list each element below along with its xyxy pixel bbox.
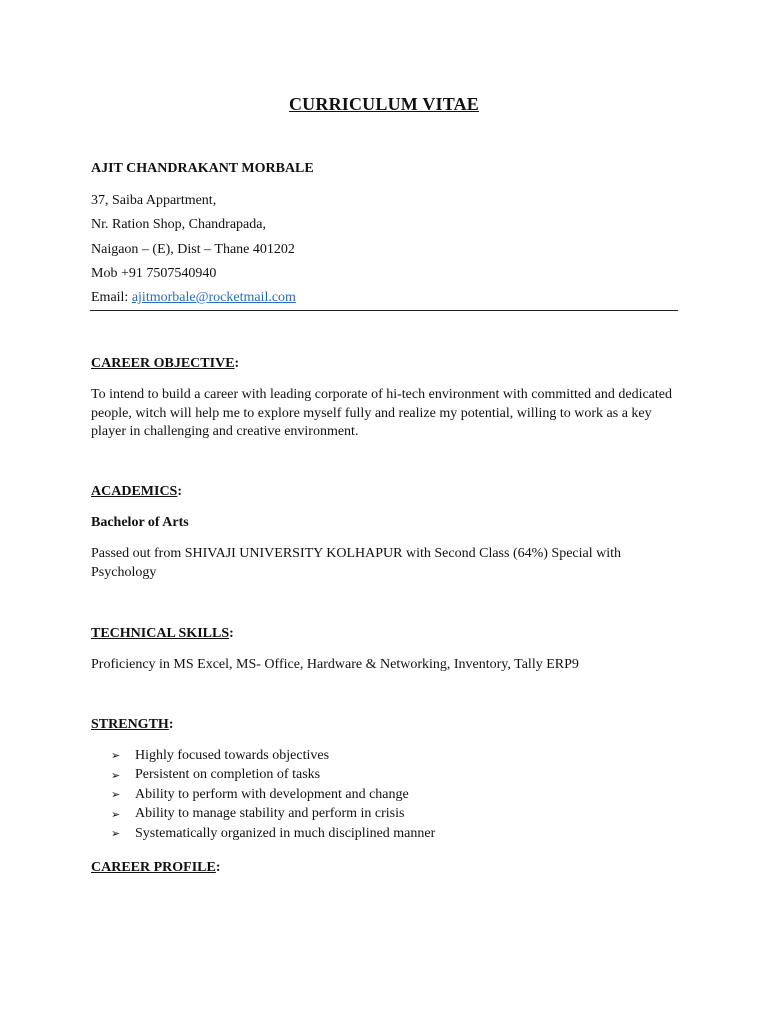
technical-skills-heading-text: TECHNICAL SKILLS	[91, 626, 230, 641]
list-item	[111, 766, 435, 786]
academics-heading-text: ACADEMICS	[91, 484, 178, 499]
mobile-number: Mob +91 7507540940	[91, 266, 217, 281]
strength-list	[111, 746, 435, 844]
strength-heading	[91, 717, 173, 733]
list-item-text: Ability to manage stability and perform in crisis	[135, 806, 405, 822]
academics-heading	[91, 484, 182, 500]
career-profile-heading	[91, 860, 221, 876]
list-item	[111, 785, 435, 805]
degree-title: Bachelor of Arts	[91, 515, 189, 530]
technical-skills-text: Proficiency in MS Excel, MS- Office, Hardware & Networking, Inventory, Tally ERP9	[91, 657, 579, 672]
email-label: Email:	[91, 290, 132, 305]
document-title: CURRICULUM VITAE	[288, 94, 480, 114]
arrow-bullet-icon: ➢	[111, 749, 121, 763]
list-item-text: Systematically organized in much disciplined manner	[135, 825, 436, 841]
list-item	[111, 824, 435, 844]
strength-heading-text: STRENGTH	[91, 717, 169, 732]
arrow-bullet-icon: ➢	[111, 807, 121, 821]
header-divider	[90, 310, 678, 311]
heading-colon: :	[229, 626, 234, 641]
heading-colon: :	[168, 717, 174, 732]
heading-colon: :	[234, 356, 240, 371]
address-line-2: Nr. Ration Shop, Chandrapada,	[91, 217, 266, 232]
list-item-text: Highly focused towards objectives	[135, 747, 330, 763]
career-objective-heading	[91, 356, 239, 372]
arrow-bullet-icon: ➢	[111, 788, 121, 802]
heading-colon: :	[215, 860, 221, 875]
career-profile-heading-text: CAREER PROFILE	[91, 860, 216, 875]
address-line-1: 37, Saiba Appartment,	[91, 193, 217, 208]
heading-colon: :	[177, 484, 183, 499]
career-objective-text: To intend to build a career with leading corporate of hi-tech environment with committed and dedicated people, witch will help me to explore myself fully and realize my potential, willing to work as a key player in challenging and creative environment.	[91, 387, 672, 439]
list-item	[111, 805, 435, 825]
arrow-bullet-icon: ➢	[111, 768, 121, 782]
email-link[interactable]: ajitmorbale@rocketmail.com	[131, 290, 296, 305]
applicant-name: AJIT CHANDRAKANT MORBALE	[91, 161, 314, 176]
technical-skills-heading	[91, 626, 234, 642]
email-row	[91, 290, 296, 306]
address-line-3: Naigaon – (E), Dist – Thane 401202	[91, 242, 295, 257]
list-item-text: Ability to perform with development and change	[135, 786, 409, 802]
list-item-text: Persistent on completion of tasks	[135, 767, 321, 783]
arrow-bullet-icon: ➢	[111, 827, 121, 841]
academics-text: Passed out from SHIVAJI UNIVERSITY KOLHAPUR with Second Class (64%) Special with Psychology	[91, 546, 622, 580]
list-item	[111, 746, 435, 766]
career-objective-heading-text: CAREER OBJECTIVE	[91, 356, 235, 371]
